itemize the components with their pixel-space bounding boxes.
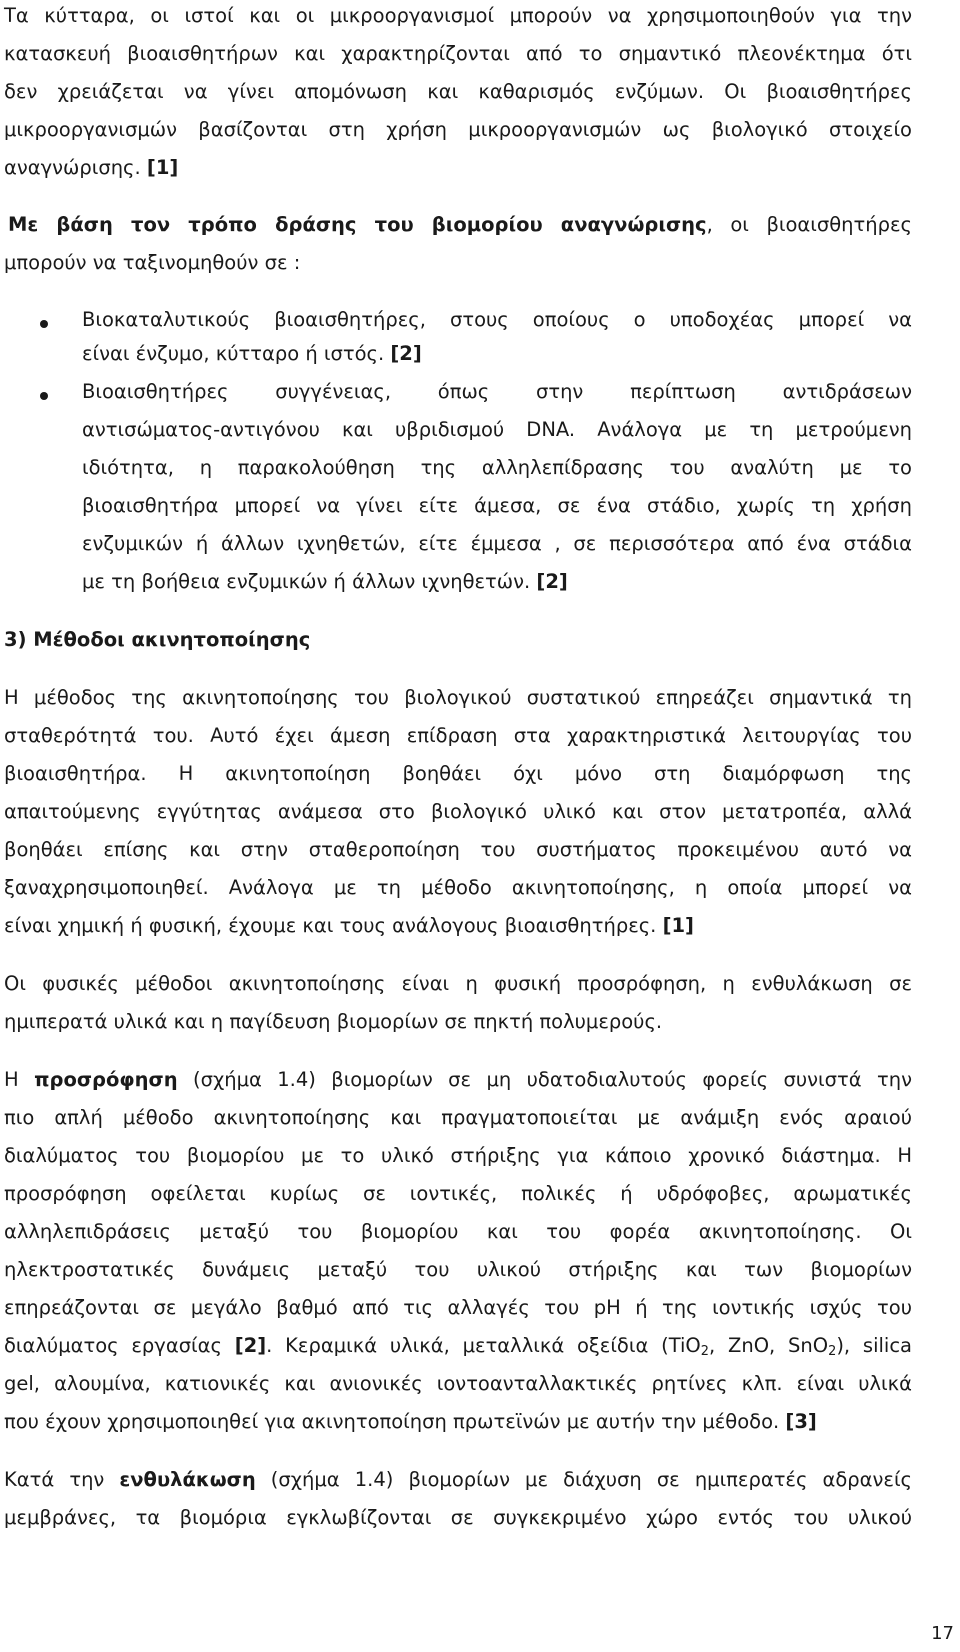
list-item-line: ιδιότητα, η παρακολούθηση της αλληλεπίδρασης του αναλύτη με το	[82, 456, 912, 479]
paragraph-line: gel, αλουμίνα, κατιονικές και ανιονικές ιοντοανταλλακτικές ρητίνες κλπ. είναι υλικά	[4, 1372, 912, 1395]
paragraph-line: σταθερότητά του. Αυτό έχει άμεση επίδραση στα χαρακτηριστικά λειτουργίας του	[4, 724, 912, 747]
paragraph-line: βοηθάει επίσης και στην σταθεροποίηση του συστήματος προκειμένου αυτό να	[4, 838, 912, 861]
list-item-line: βιοαισθητήρα μπορεί να γίνει είτε άμεσα, σε ένα στάδιο, χωρίς τη χρήση	[82, 494, 912, 517]
citation: [2]	[390, 342, 422, 365]
list-item-line: ενζυμικών ή άλλων ιχνηθετών, είτε έμμεσα , σε περισσότερα από ένα στάδια	[82, 532, 912, 555]
paragraph-line: μπορούν να ταξινομηθούν σε :	[4, 251, 301, 274]
citation: [2]	[234, 1334, 267, 1357]
paragraph-line: Κατά την ενθυλάκωση (σχήμα 1.4) βιομορίων με διάχυση σε ημιπερατές αδρανείς	[4, 1468, 912, 1491]
paragraph-line: διαλύματος εργασίας [2]. Κεραμικά υλικά, μεταλλικά οξείδια (TiO$_2$, ZnO, SnO$_2$), silica	[4, 1334, 912, 1360]
citation: [3]	[785, 1410, 817, 1433]
list-item-line: Βιοκαταλυτικούς βιοαισθητήρες, στους οποίους ο υποδοχέας μπορεί να	[82, 308, 912, 331]
paragraph-line: Η μέθοδος της ακινητοποίησης του βιολογικού συστατικού επηρεάζει σημαντικά τη	[4, 686, 912, 709]
paragraph-line: βιοαισθητήρα. Η ακινητοποίηση βοηθάει όχι μόνο στη διαμόρφωση της	[4, 762, 912, 785]
paragraph-line: που έχουν χρησιμοποιηθεί για ακινητοποίηση πρωτεϊνών με αυτήν την μέθοδο. [3]	[4, 1410, 817, 1433]
bold-term: ενθυλάκωση	[119, 1468, 256, 1491]
paragraph-line: αλληλεπιδράσεις μεταξύ του βιομορίου και του φορέα ακινητοποίησης. Οι	[4, 1220, 912, 1243]
paragraph-line: απαιτούμενης εγγύτητας ανάμεσα στο βιολογικό υλικό και στον μετατροπέα, αλλά	[4, 800, 912, 823]
paragraph-line: Με βάση τον τρόπο δράσης του βιομορίου αναγνώρισης, οι βιοαισθητήρες	[8, 213, 912, 236]
paragraph-line: δεν χρειάζεται να γίνει απομόνωση και καθαρισμός ενζύμων. Οι βιοαισθητήρες	[4, 80, 912, 103]
paragraph-line: επηρεάζονται σε μεγάλο βαθμό από τις αλλαγές του pH ή της ιοντικής ισχύς του	[4, 1296, 912, 1319]
bold-term: προσρόφηση	[34, 1068, 178, 1091]
bullet-marker	[40, 320, 48, 328]
citation: [2]	[536, 570, 568, 593]
paragraph-line: διαλύματος του βιομορίου με το υλικό στήριξης για κάποιο χρονικό διάστημα. Η	[4, 1144, 912, 1167]
citation: [1]	[146, 156, 179, 179]
paragraph-line: προσρόφηση οφείλεται κυρίως σε ιοντικές, πολικές ή υδρόφοβες, αρωματικές	[4, 1182, 912, 1205]
paragraph-line: κατασκευή βιοαισθητήρων και χαρακτηρίζονται από το σημαντικό πλεονέκτημα ότι	[4, 42, 912, 65]
list-item-line: είναι ένζυμο, κύτταρο ή ιστός. [2]	[82, 342, 422, 365]
paragraph-line: μεμβράνες, τα βιομόρια εγκλωβίζονται σε συγκεκριμένο χώρο εντός του υλικού	[4, 1506, 912, 1529]
paragraph-line: ημιπερατά υλικά και η παγίδευση βιομορίων σε πηκτή πολυμερούς.	[4, 1010, 663, 1033]
paragraph-line: είναι χημική ή φυσική, έχουμε και τους ανάλογους βιοαισθητήρες. [1]	[4, 914, 694, 937]
bullet-marker	[40, 392, 48, 400]
paragraph-line: Οι φυσικές μέθοδοι ακινητοποίησης είναι η φυσική προσρόφηση, η ενθυλάκωση σε	[4, 972, 912, 995]
bold-phrase: Με βάση τον τρόπο δράσης του βιομορίου αναγνώρισης	[8, 213, 707, 236]
list-item-line: Βιοαισθητήρες συγγένειας, όπως στην περίπτωση αντιδράσεων	[82, 380, 912, 403]
citation: [1]	[662, 914, 694, 937]
paragraph-line: πιο απλή μέθοδο ακινητοποίησης και πραγματοποιείται με ανάμιξη ενός αραιού	[4, 1106, 912, 1129]
paragraph-line: Η προσρόφηση (σχήμα 1.4) βιομορίων σε μη υδατοδιαλυτούς φορείς συνιστά την	[4, 1068, 912, 1091]
paragraph-line: μικροοργανισμών βασίζονται στη χρήση μικροοργανισμών ως βιολογικό στοιχείο	[4, 118, 912, 141]
section-heading: 3) Μέθοδοι ακινητοποίησης	[4, 628, 311, 651]
list-item-line: με τη βοήθεια ενζυμικών ή άλλων ιχνηθετών. [2]	[82, 570, 568, 593]
list-item-line: αντισώματος-αντιγόνου και υβριδισμού DNA. Ανάλογα με τη μετρούμενη	[82, 418, 912, 441]
paragraph-line: ηλεκτροστατικές δυνάμεις μεταξύ του υλικού στήριξης και των βιομορίων	[4, 1258, 912, 1281]
page-number: 17	[931, 1623, 954, 1644]
paragraph-line: ξαναχρησιμοποιηθεί. Ανάλογα με τη μέθοδο ακινητοποίησης, η οποία μπορεί να	[4, 876, 912, 899]
paragraph-line: αναγνώρισης. [1]	[4, 156, 179, 179]
paragraph-line: Τα κύτταρα, οι ιστοί και οι μικροοργανισμοί μπορούν να χρησιμοποιηθούν για την	[4, 4, 912, 27]
